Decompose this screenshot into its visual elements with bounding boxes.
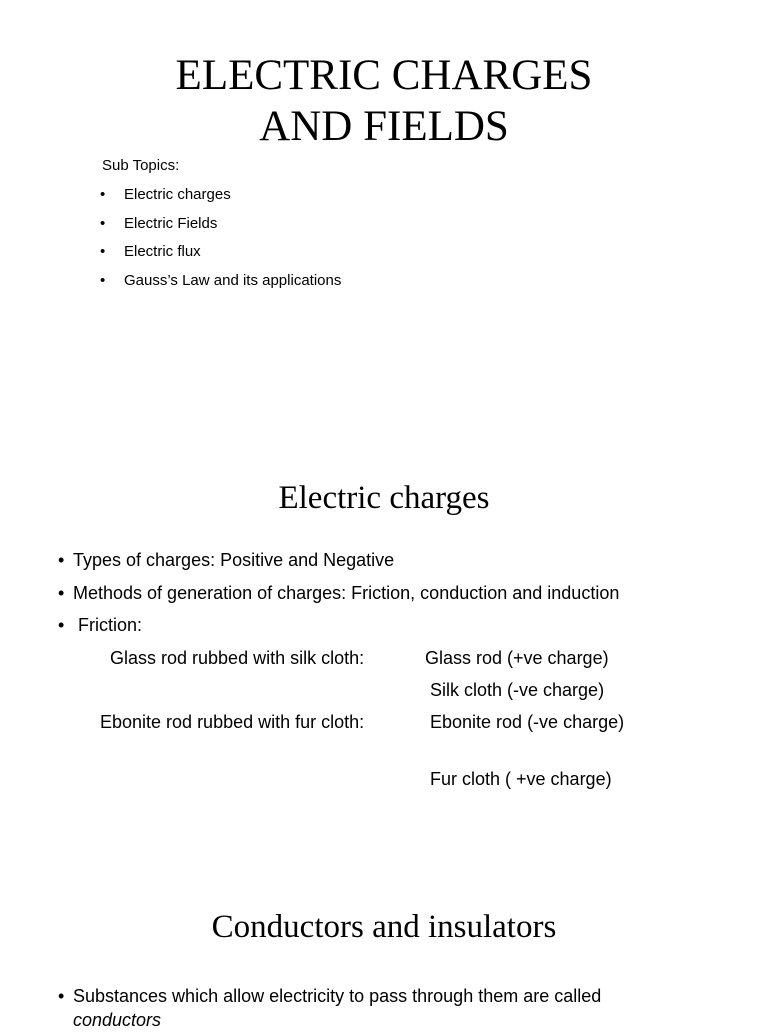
subtopics-heading: Sub Topics: bbox=[102, 157, 180, 174]
ebonite-rod-label: Ebonite rod rubbed with fur cloth: bbox=[100, 712, 365, 732]
slide3-title: Conductors and insulators bbox=[211, 909, 557, 945]
list-item bbox=[100, 215, 341, 244]
subtopic-text: Electric flux bbox=[124, 243, 201, 260]
slide1-title-line1: ELECTRIC CHARGES bbox=[175, 52, 593, 99]
ebonite-rod-result: Ebonite rod (-ve charge) bbox=[430, 712, 625, 732]
subtopics-list bbox=[100, 186, 341, 300]
subtopic-text: Electric charges bbox=[124, 186, 231, 203]
subtopic-text: Gauss’s Law and its applications bbox=[124, 271, 342, 289]
charges-list bbox=[58, 550, 619, 648]
list-item bbox=[58, 615, 619, 648]
glass-rod-label: Glass rod rubbed with silk cloth: bbox=[110, 648, 365, 668]
slide1-title-line2: AND FIELDS bbox=[259, 103, 509, 150]
bullet-icon: • bbox=[100, 271, 106, 289]
list-item bbox=[100, 243, 341, 272]
conductors-emphasis: conductors bbox=[73, 1010, 162, 1030]
list-item bbox=[100, 186, 341, 215]
bullet-icon: • bbox=[100, 186, 106, 203]
charges-bullet-text: Types of charges: Positive and Negative bbox=[73, 550, 395, 570]
list-item bbox=[58, 984, 601, 1032]
fur-cloth-result: Fur cloth ( +ve charge) bbox=[430, 769, 612, 789]
charges-bullet-text: Friction: bbox=[73, 615, 143, 635]
bullet-icon: • bbox=[58, 582, 65, 603]
charges-bullet-text: Methods of generation of charges: Friction, conduction and induction bbox=[73, 582, 620, 603]
conductors-bullet-text: Substances which allow electricity to pass through them are called bbox=[73, 986, 602, 1006]
bullet-icon: • bbox=[100, 214, 106, 232]
glass-rod-result: Glass rod (+ve charge) bbox=[425, 648, 609, 668]
slide2-title: Electric charges bbox=[278, 480, 490, 516]
list-item bbox=[100, 272, 341, 301]
bullet-icon: • bbox=[58, 986, 65, 1006]
conductors-list bbox=[58, 984, 601, 1032]
bullet-icon: • bbox=[100, 243, 106, 260]
slide1-title bbox=[0, 50, 768, 152]
subtopic-text: Electric Fields bbox=[124, 214, 218, 232]
list-item bbox=[58, 583, 619, 616]
silk-cloth-result: Silk cloth (-ve charge) bbox=[430, 680, 605, 700]
bullet-icon: • bbox=[58, 550, 65, 570]
bullet-icon: • bbox=[58, 615, 65, 635]
list-item bbox=[58, 550, 619, 583]
